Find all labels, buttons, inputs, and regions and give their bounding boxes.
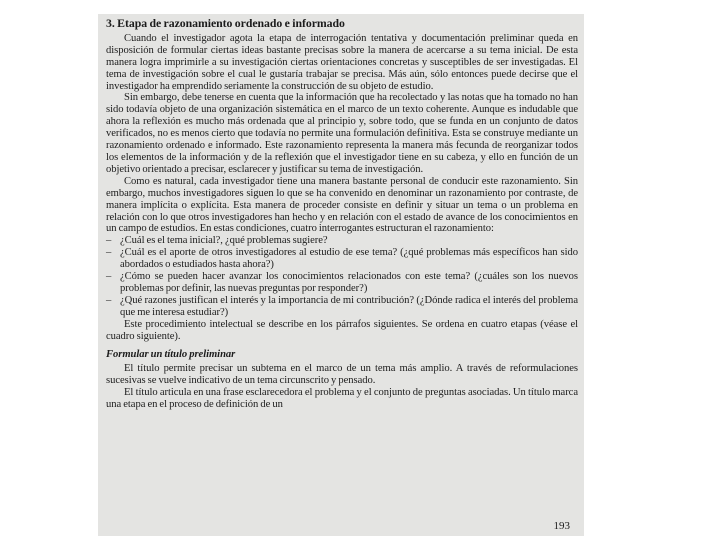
question-item [106, 235, 578, 247]
page-number: 193 [553, 520, 570, 532]
subsection-heading: Formular un título preliminar [106, 349, 236, 361]
dash-bullet: – [106, 247, 112, 259]
question-text: ¿Cuál es el tema inicial?, ¿qué problemas sugiere? [120, 235, 328, 247]
question-item [106, 271, 578, 295]
dash-bullet: – [106, 271, 112, 283]
question-text: ¿Cuál es el aporte de otros investigadores al estudio de ese tema? (¿qué problemas más específicos han sido abordados o estudiados hasta ahora?) [120, 247, 578, 271]
paragraph: Cuando el investigador agota la etapa de interrogación tentativa y documentación preliminar queda en disposición de formular ciertas ideas bastante precisas sobre la manera de acercarse a su tema inicial. De esta manera logra imprimirle a su investigación ciertas orientaciones concretas y susceptibles de ser investigadas. El tema de investigación sobre el cual le gustaría trabajar se precisa. Más aún, sólo entonces puede decirse que el investigador ha emprendido seriamente la construcción de su objeto de estudio. [106, 32, 578, 92]
question-text: ¿Qué razones justifican el interés y la importancia de mi contribución? (¿Dónde radica el interés del problema que me interesa estudiar?) [120, 294, 578, 318]
dash-bullet: – [106, 235, 112, 247]
section-heading: 3. Etapa de razonamiento ordenado e informado [106, 16, 345, 30]
paragraph: El título articula en una frase esclarecedora el problema y el conjunto de preguntas asociadas. Un título marca una etapa en el proceso de definición de un [106, 387, 578, 411]
question-item [106, 295, 578, 319]
closing-paragraph: Este procedimiento intelectual se describe en los párrafos siguientes. Se ordena en cuatro etapas (véase el cuadro siguiente). [106, 318, 578, 342]
paragraph: El título permite precisar un subtema en el marco de un tema más amplio. A través de reformulaciones sucesivas se vuelve indicativo de un tema circunscrito y pensado. [106, 363, 578, 387]
question-item [106, 247, 578, 271]
question-list [106, 235, 578, 318]
paragraph: Como es natural, cada investigador tiene una manera bastante personal de conducir este razonamiento. Sin embargo, muchos investigadores siguen lo que se ha convenido en denominar un razonamiento por contraste, de manera implícita o explícita. Esta manera de proceder consiste en definir y situar un tema o un problema en relación con lo que otros investigadores han hecho y en relación con el estado de avance de los conocimientos en un campo de estudios. En estas condiciones, cuatro interrogantes estructuran el razonamiento: [106, 175, 578, 235]
dash-bullet: – [106, 294, 112, 306]
book-page [98, 14, 584, 536]
question-text: ¿Cómo se pueden hacer avanzar los conocimientos relacionados con este tema? (¿cuáles son los nuevos problemas por definir, las nuevas preguntas por responder?) [120, 271, 578, 294]
paragraph: Sin embargo, debe tenerse en cuenta que la información que ha recolectado y las notas que ha tomado no han sido todavía objeto de una organización sistemática en el marco de un texto coherente. Aunque es indudable que ahora la reflexión es mucho más ordenada que al principio y, sobre todo, que se funda en un conjunto de datos verificados, no es menos cierto que todavía no permite una formulación definitiva. Esta se construye mediante un razonamiento ordenado e informado. Este razonamiento representa la manera más fecunda de reorganizar todos los elementos de la información y de la reflexión que el investigador tiene en su cabeza, y ello en función de un objetivo orientado a precisar, esclarecer y justificar su tema de investigación. [106, 92, 578, 175]
page-content [106, 18, 578, 411]
